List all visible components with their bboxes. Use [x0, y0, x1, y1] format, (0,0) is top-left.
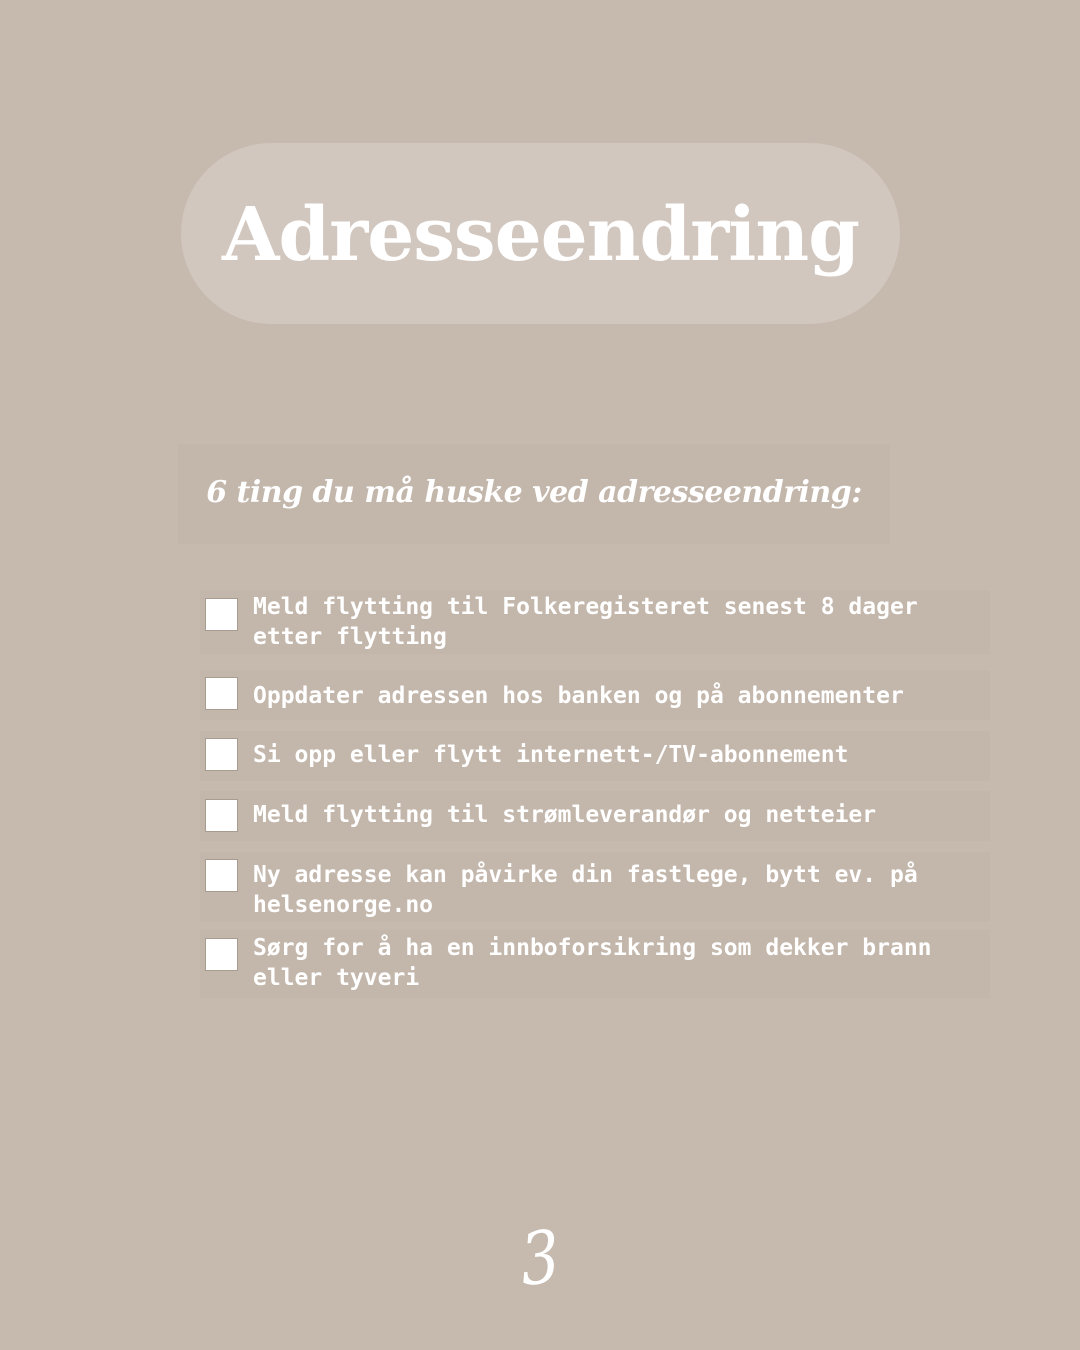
- checklist-item: [200, 590, 990, 654]
- subtitle: 6 ting du må huske ved adresseendring:: [206, 474, 862, 510]
- page-number: 3: [516, 1213, 564, 1303]
- checklist-item-label: Meld flytting til Folkeregisteret senest 8 dager etter flytting: [253, 594, 918, 650]
- checkbox[interactable]: [205, 738, 238, 771]
- checklist-item: [200, 852, 990, 922]
- checklist-item: [200, 670, 990, 720]
- checkbox[interactable]: [205, 859, 238, 892]
- page-title: Adresseendring: [222, 191, 859, 278]
- checkbox[interactable]: [205, 938, 238, 971]
- checkbox[interactable]: [205, 799, 238, 832]
- checklist-item-label: Oppdater adressen hos banken og på abonnementer: [253, 683, 904, 709]
- checklist-item: [200, 791, 990, 841]
- checkbox[interactable]: [205, 677, 238, 710]
- checklist-item-label: Ny adresse kan påvirke din fastlege, bytt ev. på helsenorge.no: [253, 862, 918, 918]
- checklist-item: [200, 731, 990, 781]
- checklist-item: [200, 930, 990, 998]
- checklist-item-label: Si opp eller flytt internett-/TV-abonnement: [253, 742, 849, 768]
- checklist-item-label: Meld flytting til strømleverandør og netteier: [253, 802, 877, 828]
- checkbox[interactable]: [205, 598, 238, 631]
- checklist-item-label: Sørg for å ha en innboforsikring som dekker brann eller tyveri: [253, 935, 932, 991]
